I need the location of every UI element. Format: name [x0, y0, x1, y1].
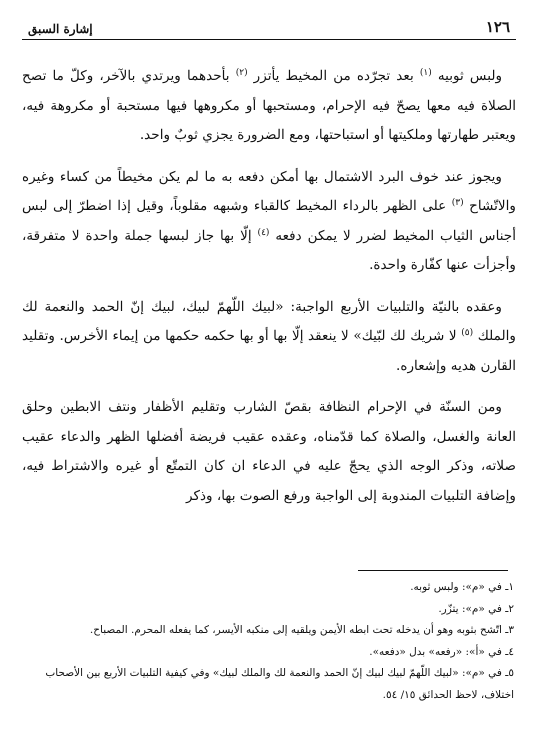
- paragraph-text: لا شريك لك لبّيك» لا ينعقد إلّا بها أو بها حكمه حكمها من إيماء الأخرس. وتقليد القارن هديه وإشعاره.: [22, 328, 516, 374]
- paragraph-text: بعد تجرّده من المخيط يأتزر: [247, 68, 414, 84]
- book-page: [22, 10, 516, 729]
- footnote-4: ٤ـ في «أ»: «رفعه» بدل «دفعه».: [369, 645, 514, 658]
- footnote-ref: (٣): [451, 198, 464, 208]
- footnote-separator: [358, 570, 508, 571]
- paragraph-3: [22, 293, 516, 382]
- paragraph-text: على الظهر بالرداء المخيط كالقباء وشبهه مقلوباً، وقيل إذا اضطرّ إلى لبس أجناس الثياب المخيط لضرر لا يمكن دفعه: [22, 198, 516, 244]
- paragraph-text: وعقده بالنيّة والتلبيات الأربع الواجبة: «لبيك اللّهمّ لبيك، لبيك إنّ الحمد والنعمة لك والملك: [22, 298, 516, 344]
- footnote-5: ٥ـ في «م»: «لبيك اللّهمّ لبيك لبيك إنّ الحمد والنعمة لك والملك لبيك» وفي كيفية التلبيات الأربع بين الأصحاب اختلاف، لاحظ الحدائق ١٥/ ٥٤.: [45, 667, 514, 701]
- footnote-ref: (٤): [257, 227, 270, 238]
- page-number: ١٢٦: [485, 18, 510, 36]
- footnote-ref: (٢): [235, 68, 248, 78]
- paragraph-text: ولبس ثوبيه: [431, 68, 503, 84]
- paragraph-4: [22, 393, 516, 511]
- paragraph-2: [22, 163, 516, 281]
- footnote-ref: (١): [419, 68, 432, 78]
- footnotes: [22, 570, 516, 706]
- footnote-ref: (٥): [461, 328, 474, 338]
- paragraph-text: إلّا بها جاز لبسها جملة واحدة لا متفرقة، وأجزأت عنها كفّارة واحدة.: [22, 227, 516, 273]
- running-header: [22, 10, 516, 40]
- body-text: [22, 62, 516, 511]
- paragraph-text: ومن السنّة في الإحرام النظافة بقصّ الشارب وتقليم الأظفار ونتف الابطين وحلق العانة والغسل، والصلاة كما قدّمناه، وعقده عقيب فريضة أفضلها الظهر والدعاء عقيب صلاته، وذكر الوجه الذي يحجّ عليه في الدعاء ان كان التمتّع أو غيره والاشتراط فيه، وإضافة التلبيات المندوبة إلى الواجبة ورفع الصوت بها، وذكر: [22, 399, 516, 504]
- book-title: إشارة السبق: [28, 22, 93, 36]
- paragraph-text: بأحدهما ويرتدي بالآخر، وكلّ ما تصح الصلاة فيه معها يصحّ فيه الإحرام، ومستحبها أو مكروهها فيها مستحبة أو مكروهة فيه، ويعتبر طهارتها وملكيتها أو استباحتها، ومع الضرورة يجزي ثوبٌ واحد.: [22, 68, 516, 143]
- footnote-3: ٣ـ اتّشح بثوبه وهو أن يدخله تحت ابطه الأيمن ويلقيه إلى منكبه الأيسر، كما يفعله المحرم. المصباح.: [89, 624, 514, 636]
- footnote-2: ٢ـ في «م»: يتزّر.: [438, 602, 514, 615]
- footnote-1: ١ـ في «م»: ولبس ثوبه.: [410, 581, 514, 593]
- paragraph-1: [22, 62, 516, 151]
- paragraph-text: ويجوز عند خوف البرد الاشتمال بها أمكن دفعه به ما لم يكن مخيطاً من كساء وغيره والاتّشاح: [22, 168, 517, 214]
